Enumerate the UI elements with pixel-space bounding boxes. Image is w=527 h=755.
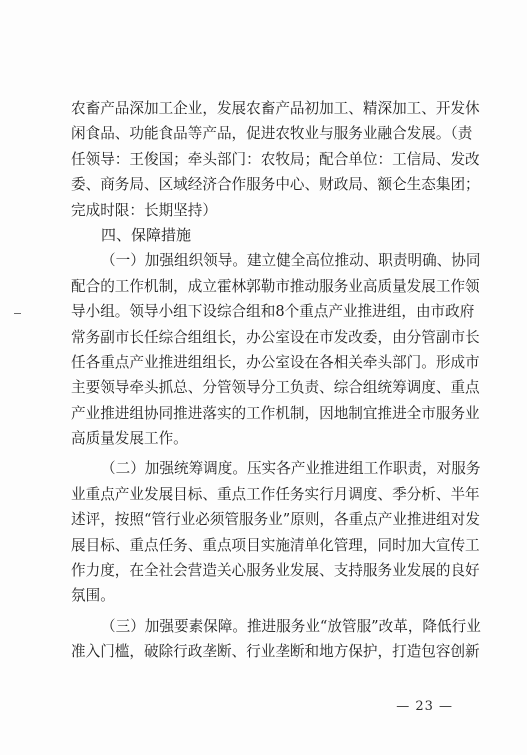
body-text [71,96,481,665]
text-line: 准入门槛，破除行政垄断、行业垄断和地方保护，打造包容创新 [71,643,480,661]
measure-3-first-line [71,614,481,639]
text-line: 业重点产业发展目标、重点工作任务实行月调度、季分析、半年 [71,485,480,503]
text-line: 作力度，在全社会营造关心服务业发展、支持服务业发展的良好 [71,562,480,580]
measure-3-first-rest: 推进服务业“放管服”改革，降低行业 [246,617,481,635]
text-line: 委、商务局、区域经济合作服务中心、财政局、额仑生态集团； [71,176,480,194]
measure-2-first-line [71,456,481,481]
measure-2-first-rest: 压实各产业推进组工作职责，对服务 [246,460,481,478]
text-line: 氛围。 [71,587,115,605]
text-line: 任领导：王俊国；牵头部门：农牧局；配合单位：工信局、发改 [71,150,480,168]
text-line: 导小组。领导小组下设综合组和8个重点产业推进组，由市政府 [71,303,475,321]
text-line: 主要领导牵头抓总、分管领导分工负责、综合组统筹调度、重点 [71,379,480,397]
measure-3-label: （三）加强要素保障。 [101,617,247,635]
text-line: 常务副市长任综合组组长，办公室设在市发改委，由分管副市长 [71,328,480,346]
text-line: 任各重点产业推进组组长，办公室设在各相关牵头部门。形成市 [71,353,480,371]
measure-1-first-line [71,248,481,273]
measure-1-first-rest: 建立健全高位推动、职责明确、协同 [246,252,481,270]
measure-1-label: （一）加强组织领导。 [101,252,247,270]
page-number: — 23 — [396,699,453,714]
text-line: 配合的工作机制，成立霍林郭勒市推动服务业高质量发展工作领 [71,277,480,295]
text-line: 述评，按照“管行业必须管服务业”原则，各重点产业推进组对发 [71,511,480,529]
text-line: 高质量发展工作。 [71,430,188,448]
measure-2-label: （二）加强统筹调度。 [101,460,247,478]
binding-margin-mark [14,313,21,314]
text-line: 展目标、重点任务、重点项目实施清单化管理，同时加大宣传工 [71,536,480,554]
text-line: 农畜产品深加工企业，发展农畜产品初加工、精深加工、开发休 [71,100,480,117]
section-heading: 四、保障措施 [101,225,192,244]
text-line: 完成时限：长期坚持） [71,201,217,219]
text-line: 闲食品、功能食品等产品，促进农牧业与服务业融合发展。（责 [71,125,473,143]
text-line: 产业推进组协同推进落实的工作机制，因地制宜推进全市服务业 [71,404,480,422]
